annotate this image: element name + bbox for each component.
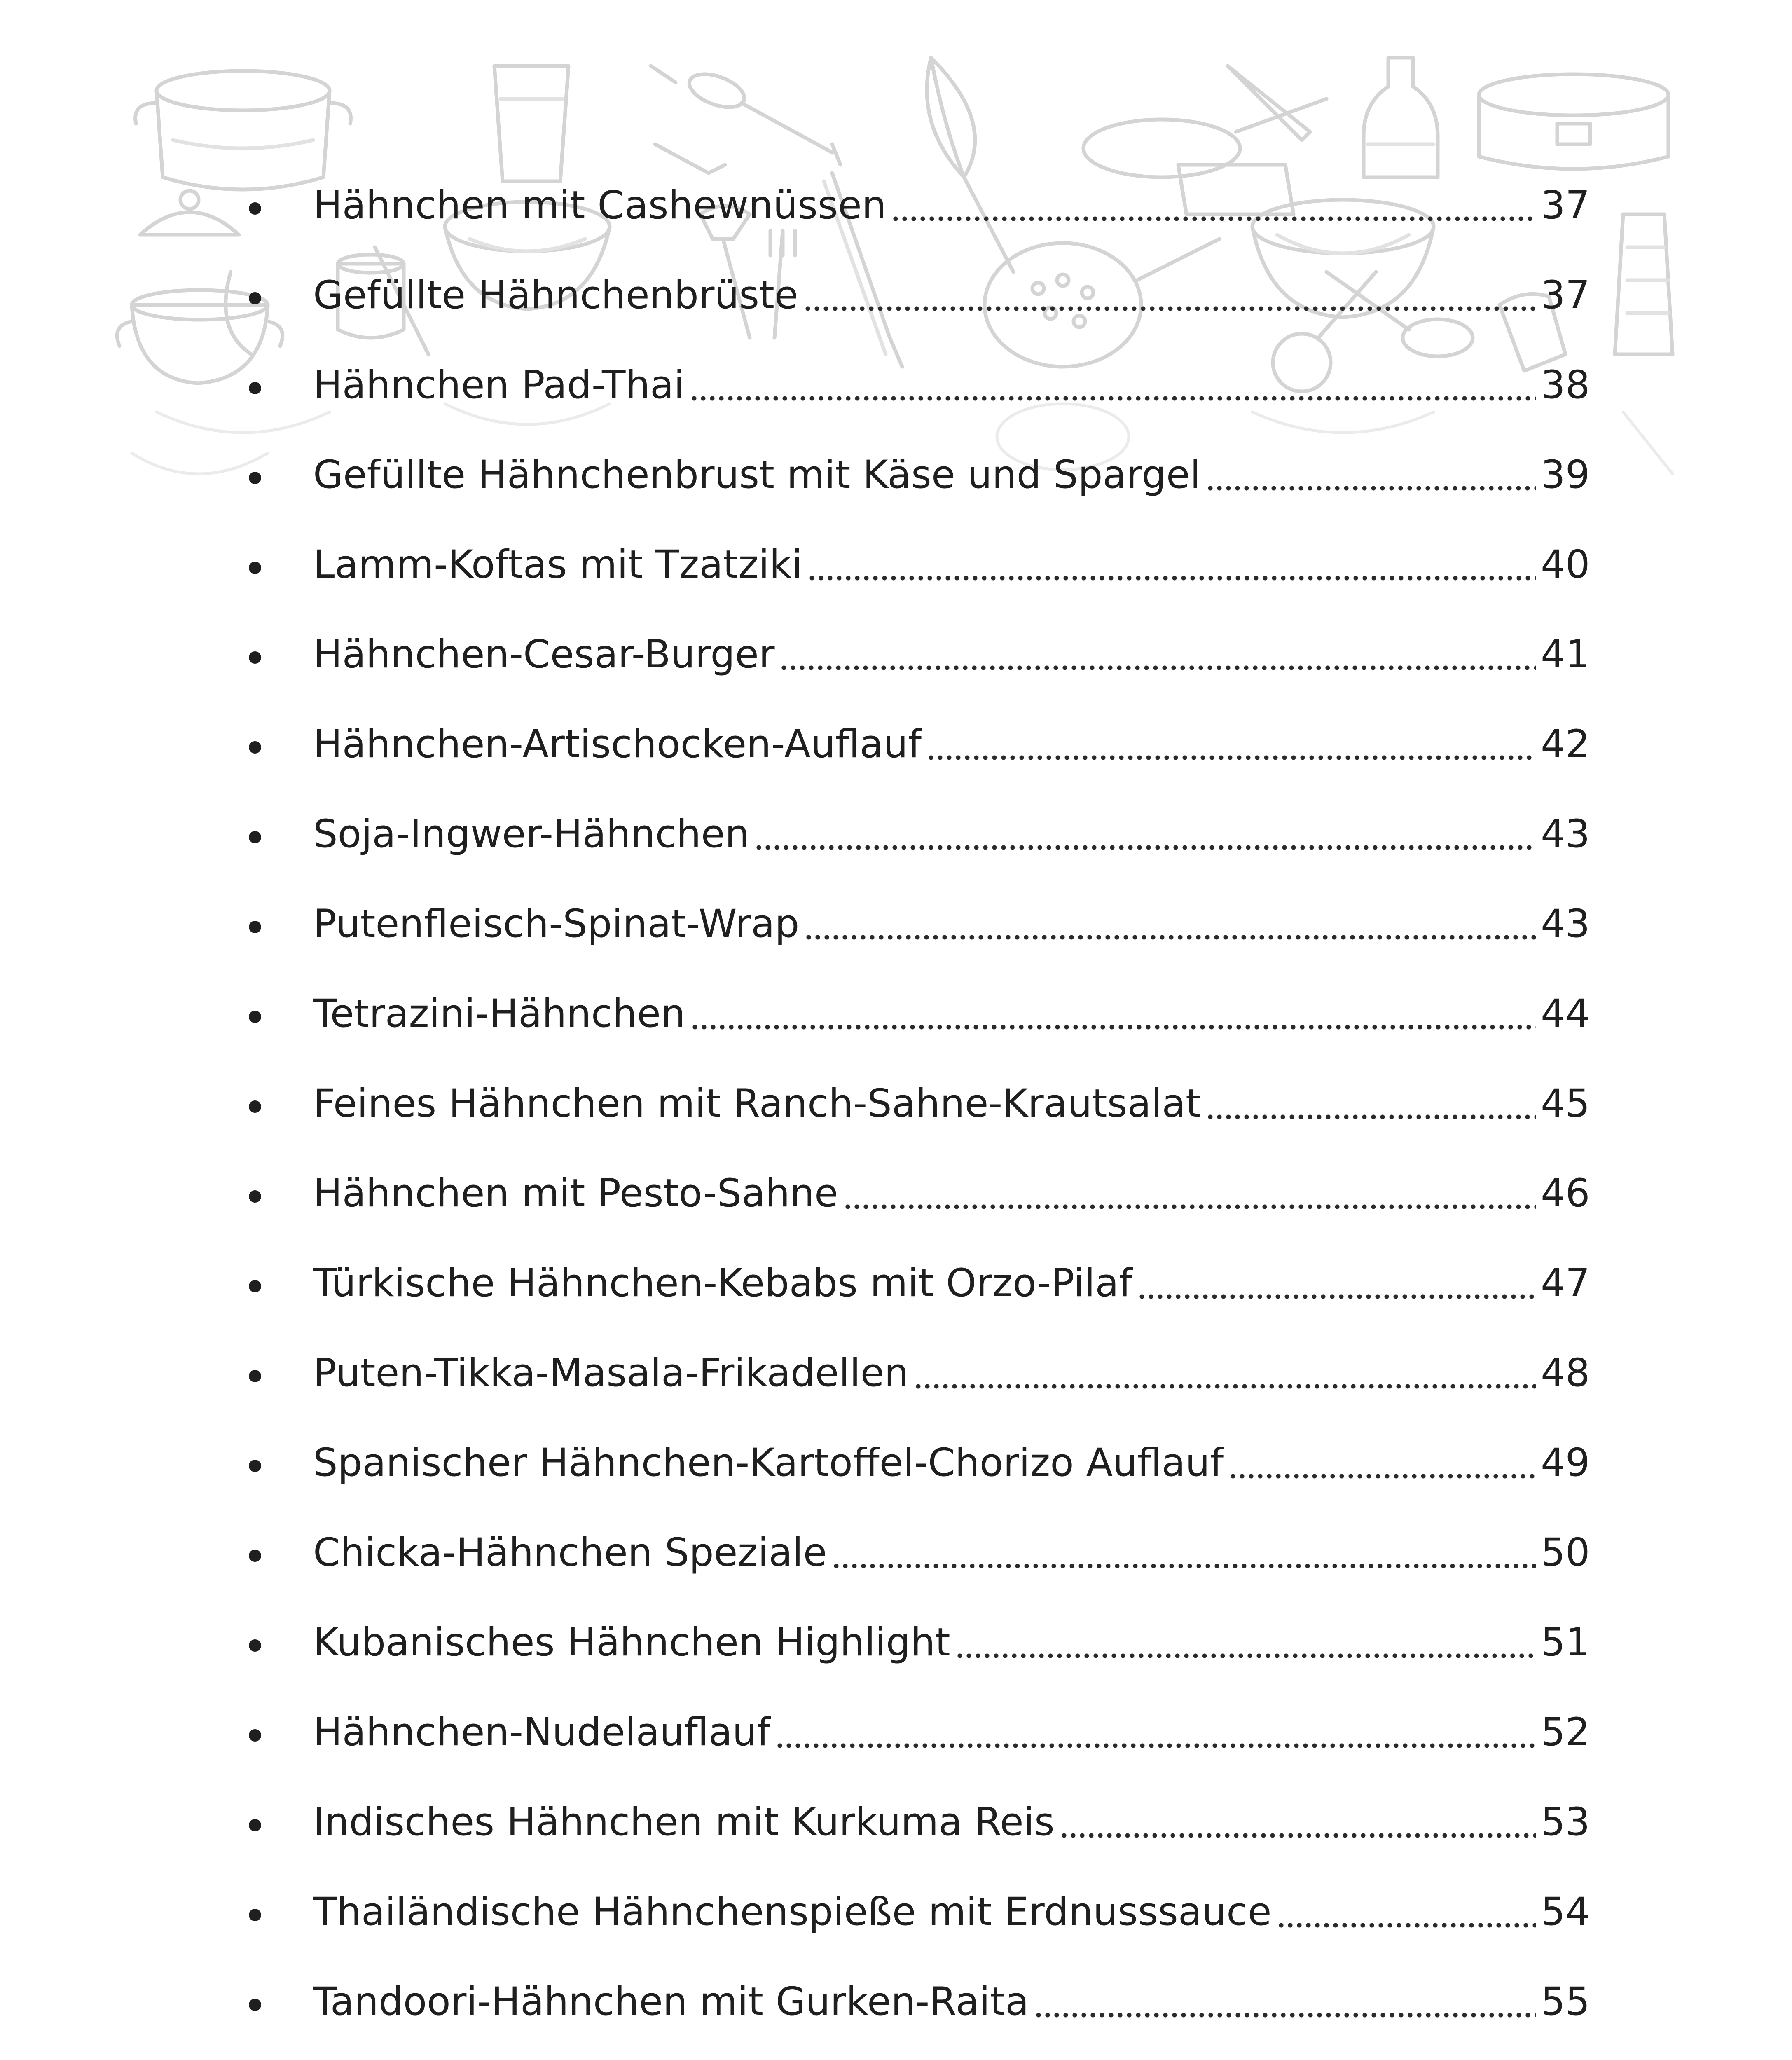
toc-entry[interactable] (231, 430, 1590, 520)
toc-entry-page: 52 (1541, 1710, 1590, 1755)
toc-entry-title: Soja-Ingwer-Hähnchen (313, 812, 750, 857)
dot-leader (803, 276, 1536, 315)
toc-entry-page: 51 (1541, 1620, 1590, 1665)
toc-entry-title: Chicka-Hähnchen Speziale (313, 1530, 827, 1575)
bullet-icon (249, 1550, 261, 1562)
toc-entry-page: 55 (1541, 1979, 1590, 2024)
bullet-icon (249, 1280, 261, 1292)
toc-entry-title: Putenfleisch-Spinat-Wrap (313, 901, 800, 946)
toc-entry[interactable] (231, 1688, 1590, 1777)
toc-entry-page: 54 (1541, 1889, 1590, 1934)
dot-leader (914, 1354, 1536, 1393)
toc-entry-page: 46 (1541, 1171, 1590, 1216)
toc-entry[interactable] (231, 700, 1590, 789)
toc-entry-page: 39 (1541, 452, 1590, 497)
bullet-icon (249, 1190, 261, 1203)
bullet-icon (249, 1909, 261, 1921)
dot-leader (843, 1174, 1536, 1213)
dot-leader (690, 995, 1536, 1033)
bottle-icon (1364, 58, 1438, 177)
toc-entry[interactable] (231, 1777, 1590, 1867)
dot-leader (1034, 1983, 1536, 2021)
bullet-icon (249, 292, 261, 304)
grater-icon (1615, 214, 1673, 354)
dot-leader (1137, 1264, 1536, 1303)
toc-entry-page: 42 (1541, 722, 1590, 767)
dot-leader (690, 366, 1536, 405)
table-of-contents (231, 161, 1590, 2060)
toc-entry-page: 49 (1541, 1440, 1590, 1485)
toc-entry-page: 43 (1541, 901, 1590, 946)
dot-leader (775, 1713, 1536, 1752)
toc-entry[interactable] (231, 1059, 1590, 1149)
bullet-icon (249, 1819, 261, 1831)
dot-leader (1206, 456, 1536, 494)
bullet-icon (249, 741, 261, 754)
toc-entry-title: Hähnchen-Nudelauflauf (313, 1710, 771, 1755)
toc-entry-page: 41 (1541, 632, 1590, 677)
toc-entry-title: Türkische Hähnchen-Kebabs mit Orzo-Pilaf (313, 1261, 1132, 1306)
toc-entry[interactable] (231, 2047, 1590, 2060)
toc-entry-title: Hähnchen-Artischocken-Auflauf (313, 722, 922, 767)
toc-entry[interactable] (231, 789, 1590, 879)
toc-entry-title: Feines Hähnchen mit Ranch-Sahne-Krautsalat (313, 1081, 1201, 1126)
bullet-icon (249, 1729, 261, 1742)
dot-leader (1228, 1444, 1536, 1482)
bullet-icon (249, 562, 261, 574)
toc-entry-title: Spanischer Hähnchen-Kartoffel-Chorizo Auflauf (313, 1440, 1224, 1485)
dot-leader (754, 815, 1536, 854)
toc-entry[interactable] (231, 879, 1590, 969)
dot-leader (804, 905, 1536, 943)
lid-icon (140, 191, 239, 235)
dot-leader (955, 1623, 1536, 1662)
bullet-icon (249, 651, 261, 664)
toc-entry-page: 37 (1541, 273, 1590, 318)
toc-entry-title: Lamm-Koftas mit Tzatziki (313, 542, 802, 587)
bullet-icon (249, 921, 261, 933)
toc-entry[interactable] (231, 610, 1590, 700)
bullet-icon (249, 202, 261, 215)
toc-entry[interactable] (231, 1957, 1590, 2047)
toc-entry-title: Gefüllte Hähnchenbrüste (313, 273, 798, 318)
cake-tin-icon (1479, 74, 1668, 169)
toc-entry[interactable] (231, 1867, 1590, 1957)
toc-entry-page: 53 (1541, 1800, 1590, 1845)
toc-entry-page: 50 (1541, 1530, 1590, 1575)
dot-leader (779, 635, 1536, 674)
toc-entry-page: 38 (1541, 363, 1590, 407)
toc-entry-page: 40 (1541, 542, 1590, 587)
bullet-icon (249, 1011, 261, 1023)
toc-entry-title: Hähnchen Pad-Thai (313, 363, 685, 407)
bullet-icon (249, 1999, 261, 2011)
toc-entry[interactable] (231, 969, 1590, 1059)
dot-leader (1206, 1084, 1536, 1123)
dot-leader (891, 186, 1536, 225)
dot-leader (807, 545, 1536, 584)
toc-entry[interactable] (231, 1238, 1590, 1328)
toc-entry[interactable] (231, 1418, 1590, 1508)
toc-entry-title: Hähnchen mit Cashewnüssen (313, 183, 887, 228)
toc-entry-title: Tetrazini-Hähnchen (313, 991, 685, 1036)
bullet-icon (249, 1460, 261, 1472)
toc-entry-page: 45 (1541, 1081, 1590, 1126)
toc-entry-title: Tandoori-Hähnchen mit Gurken-Raita (313, 1979, 1029, 2024)
toc-entry-title: Thailändische Hähnchenspieße mit Erdnusssauce (313, 1889, 1272, 1934)
bullet-icon (249, 831, 261, 843)
bullet-icon (249, 472, 261, 484)
toc-entry-title: Indisches Hähnchen mit Kurkuma Reis (313, 1800, 1055, 1845)
toc-entry-page: 48 (1541, 1351, 1590, 1395)
bullet-icon (249, 382, 261, 394)
toc-entry[interactable] (231, 250, 1590, 340)
toc-entry[interactable] (231, 1149, 1590, 1238)
toc-entry-title: Hähnchen-Cesar-Burger (313, 632, 775, 677)
toc-entry-title: Hähnchen mit Pesto-Sahne (313, 1171, 838, 1216)
bullet-icon (249, 1370, 261, 1382)
bullet-icon (249, 1100, 261, 1113)
toc-entry[interactable] (231, 1328, 1590, 1418)
dot-leader (832, 1533, 1536, 1572)
toc-entry[interactable] (231, 1598, 1590, 1688)
spoon-icon (685, 68, 832, 152)
dot-leader (926, 725, 1536, 764)
toc-entry-title: Kubanisches Hähnchen Highlight (313, 1620, 950, 1665)
toc-entry[interactable] (231, 161, 1590, 250)
toc-entry-title: Gefüllte Hähnchenbrust mit Käse und Spargel (313, 452, 1201, 497)
toc-entry[interactable] (231, 340, 1590, 430)
toc-entry-page: 44 (1541, 991, 1590, 1036)
toc-entry[interactable] (231, 520, 1590, 610)
dot-leader (1060, 1803, 1536, 1842)
toc-entry[interactable] (231, 1508, 1590, 1598)
dot-leader (1277, 1893, 1536, 1931)
bullet-icon (249, 1639, 261, 1652)
toc-entry-page: 43 (1541, 812, 1590, 857)
toc-entry-title: Puten-Tikka-Masala-Frikadellen (313, 1351, 909, 1395)
toc-entry-page: 47 (1541, 1261, 1590, 1306)
toc-entry-page: 37 (1541, 183, 1590, 228)
